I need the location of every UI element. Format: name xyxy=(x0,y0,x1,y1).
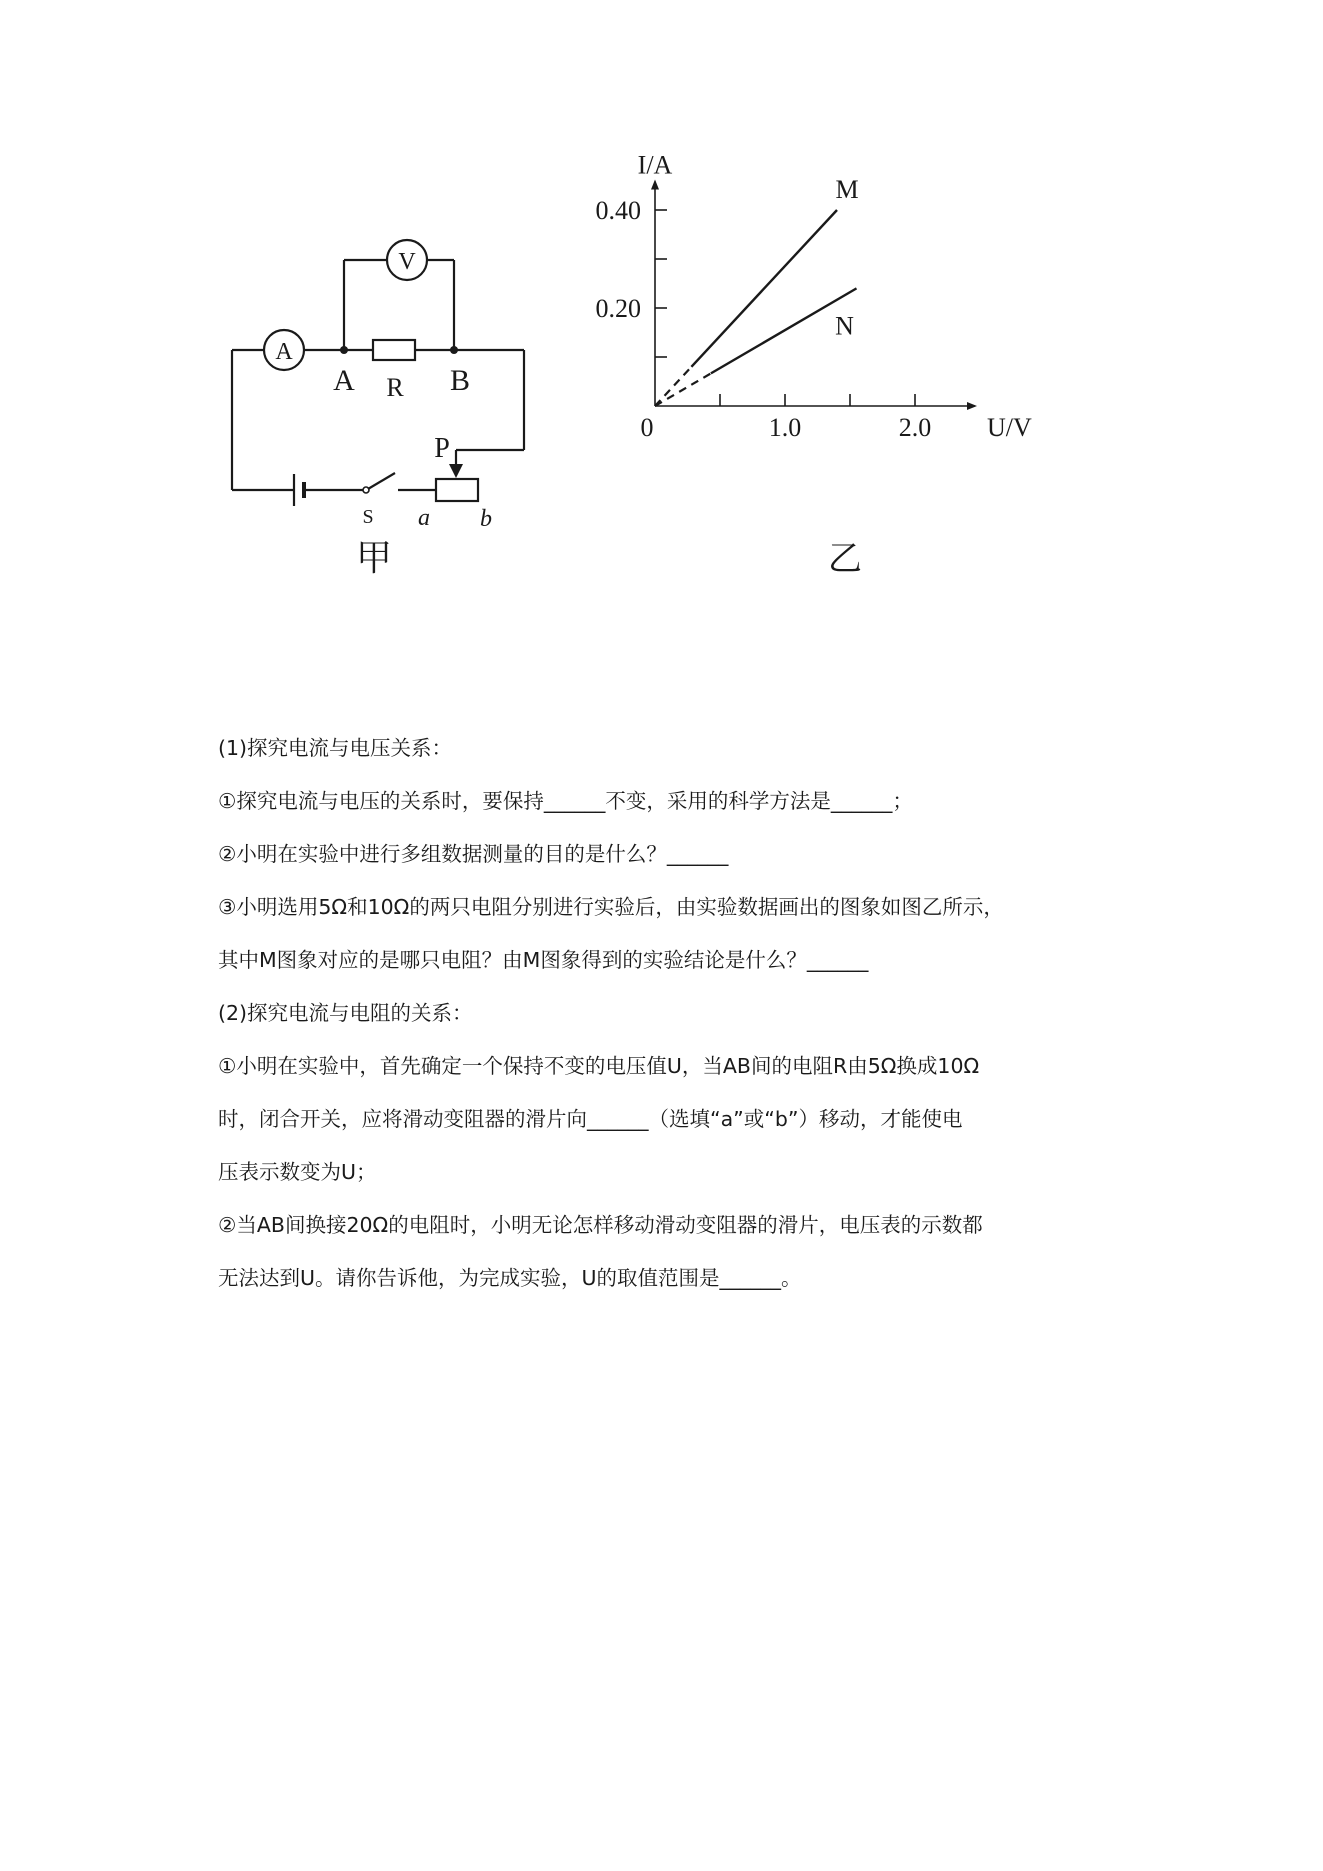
node-a-dot xyxy=(340,346,348,354)
resistor-icon xyxy=(373,340,415,360)
series-m-label: M xyxy=(835,175,859,204)
question-4-line-1: ①小明在实验中，首先确定一个保持不变的电压值U，当AB间的电阻R由5Ω换成10Ω xyxy=(218,1054,980,1078)
resistor-label: R xyxy=(386,373,404,402)
voltmeter-label: V xyxy=(398,249,416,275)
circuit-caption: 甲 xyxy=(355,538,393,579)
end-a-label: a xyxy=(418,505,430,531)
node-a-label: A xyxy=(333,364,355,397)
x-tick-label: 1.0 xyxy=(768,413,802,442)
series-n-label: N xyxy=(835,311,854,341)
question-4-line-3: 压表示数变为U； xyxy=(218,1160,377,1184)
series-m-dashed xyxy=(655,367,691,406)
question-3-line-2: 其中M图象对应的是哪只电阻？由M图象得到的实验结论是什么？______ xyxy=(218,948,869,972)
part2-title: (2)探究电流与电阻的关系： xyxy=(218,1001,473,1025)
end-b-label: b xyxy=(480,506,492,532)
node-b-dot xyxy=(450,346,458,354)
y-axis-label: I/A xyxy=(637,150,673,180)
switch-blade-icon xyxy=(368,473,395,489)
switch-label: S xyxy=(362,506,374,528)
slider-arrow-icon xyxy=(449,464,463,478)
circuit-diagram xyxy=(210,230,550,590)
question-3-line-1: ③小明选用5Ω和10Ω的两只电阻分别进行实验后，由实验数据画出的图象如图乙所示， xyxy=(218,895,1004,919)
question-5-line-2: 无法达到U。请你告诉他，为完成实验，U的取值范围是______。 xyxy=(218,1266,802,1290)
part1-title: (1)探究电流与电压关系： xyxy=(218,736,453,760)
ammeter-label: A xyxy=(275,339,293,365)
slider-label: P xyxy=(434,433,450,464)
iu-graph xyxy=(560,150,1120,590)
x-tick-label: 2.0 xyxy=(898,413,932,442)
x-axis-label: U/V xyxy=(987,413,1032,442)
graph-caption: 乙 xyxy=(828,539,862,579)
y-tick-label: 0.40 xyxy=(595,196,641,225)
node-b-label: B xyxy=(449,364,471,397)
question-block xyxy=(218,722,1118,1305)
origin-label: 0 xyxy=(640,413,654,442)
question-1: ①探究电流与电压的关系时，要保持______不变，采用的科学方法是______； xyxy=(218,789,913,813)
series-n-dashed xyxy=(655,373,711,406)
question-5-line-1: ②当AB间换接20Ω的电阻时，小明无论怎样移动滑动变阻器的滑片，电压表的示数都 xyxy=(218,1213,983,1237)
series xyxy=(655,175,859,406)
y-tick-label: 0.20 xyxy=(595,294,641,323)
question-4-line-2: 时，闭合开关，应将滑动变阻器的滑片向______（选填“a”或“b”）移动，才能使电 xyxy=(218,1107,963,1131)
ticks xyxy=(596,196,932,442)
rheostat-icon xyxy=(436,479,478,501)
question-2: ②小明在实验中进行多组数据测量的目的是什么？______ xyxy=(218,842,729,866)
